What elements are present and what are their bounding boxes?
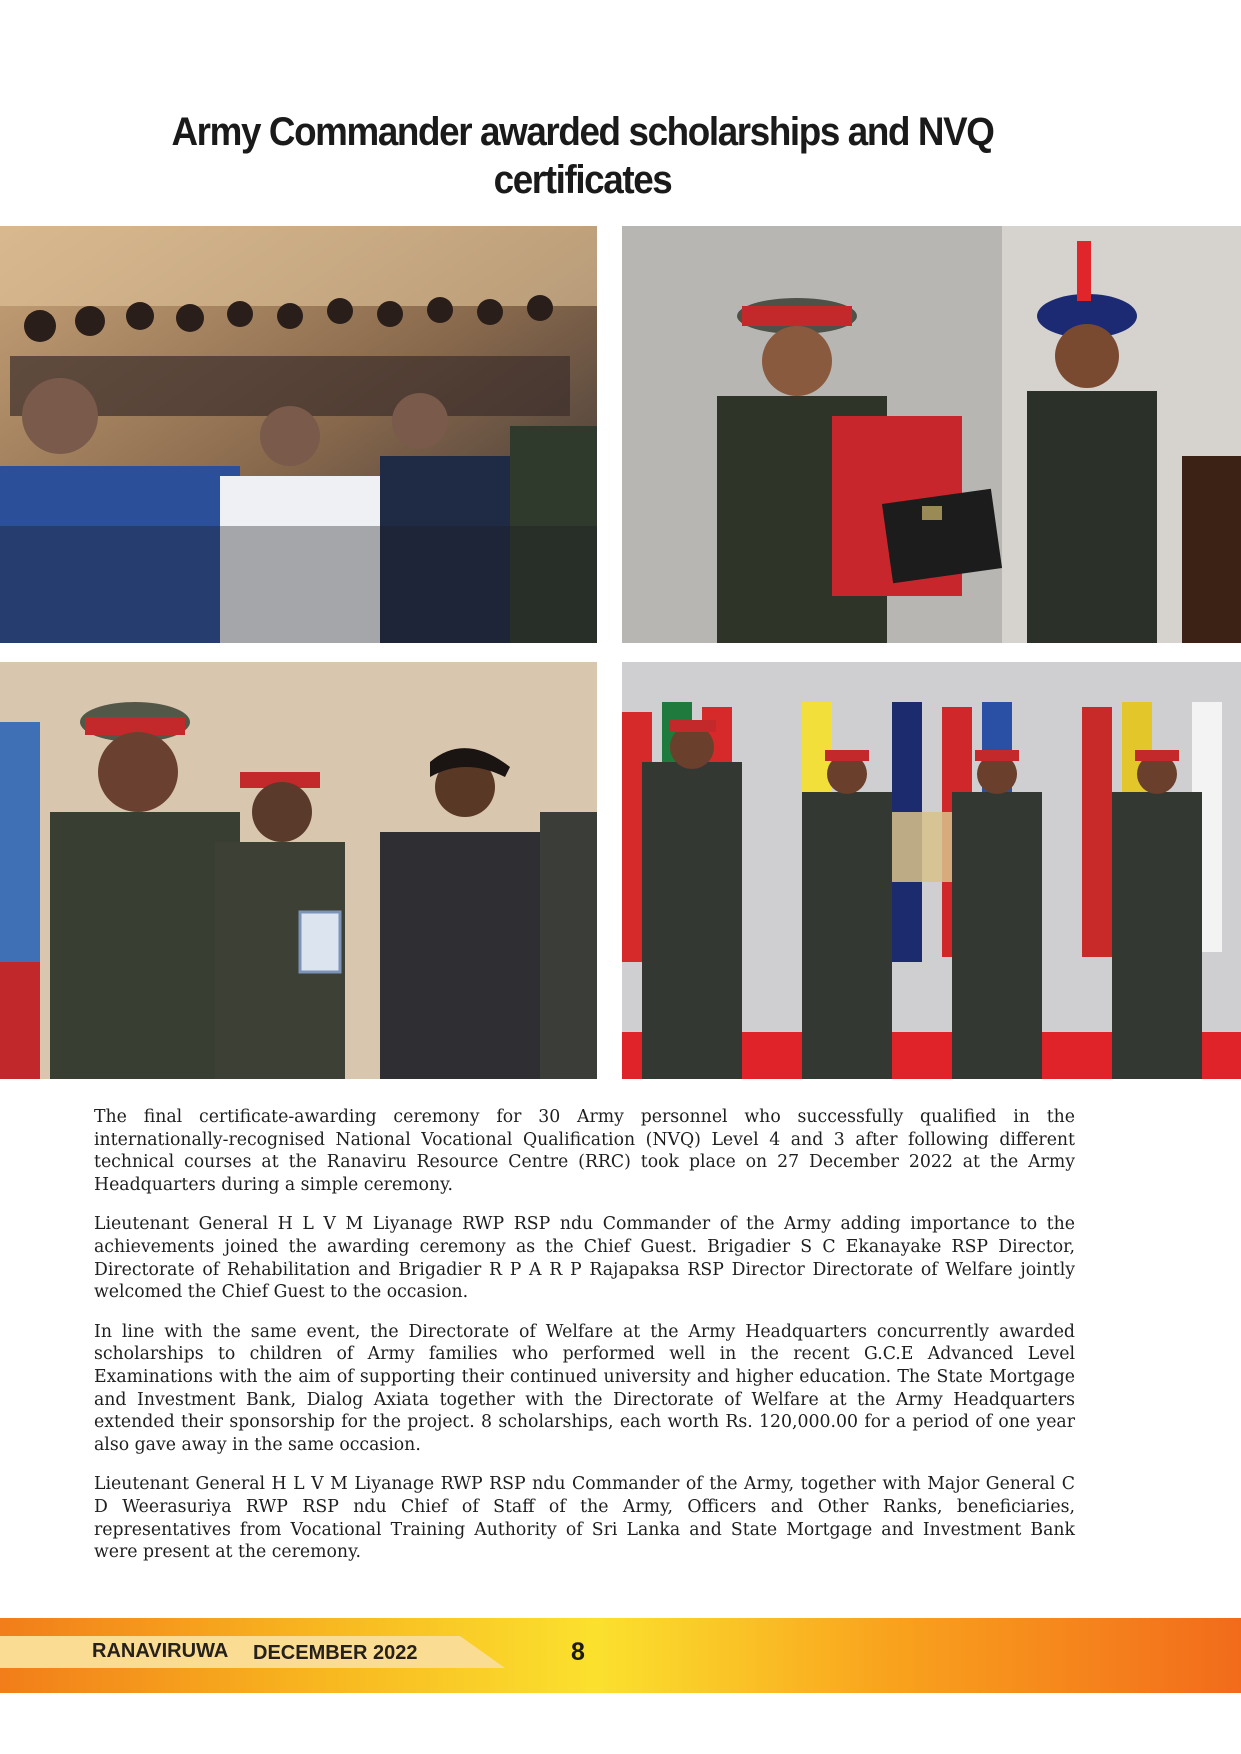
certificate-handover-photo — [622, 226, 1241, 643]
paragraph-2: Lieutenant General H L V M Liyanage RWP RSP ndu Commander of the Army adding importance to the achievements joined the awarding ceremony as the Chief Guest. Brigadier S C Ekanayake RSP Director, Directorate of Rehabilitation and Brigadier R P A R P Rajapaksa RSP Director Directorate of Welfare jointly welcomed the Chief Guest to the occasion. — [94, 1214, 1075, 1303]
paragraph-1: The final certificate-awarding ceremony for 30 Army personnel who successfully qualified in the internationally-recognised National Vocational Qualification (NVQ) Level 4 and 3 after following different technical courses at the Ranaviru Resource Centre (RRC) took place on 27 December 2022 at the Army Headquarters during a simple ceremony. — [94, 1107, 1075, 1195]
audience-photo — [0, 226, 597, 643]
page-number: 8 — [571, 1638, 585, 1666]
footer-brand: RANAVIRUWA — [92, 1640, 229, 1662]
page-title — [157, 108, 1008, 204]
paragraph-3: In line with the same event, the Directorate of Welfare at the Army Headquarters concurrently awarded scholarships to children of Army families who performed well in the recent G.C.E Advanced Level Examinations with the aim of supporting their continued university and higher education. The State Mortgage and Investment Bank, Dialog Axiata together with the Directorate of Welfare at the Army Headquarters extended their sponsorship for the project. 8 scholarships, each worth Rs. 120,000.00 for a period of one year also gave away in the same occasion. — [94, 1321, 1075, 1455]
title-line-2: certificates — [493, 158, 672, 202]
title-line-1: Army Commander awarded scholarships and NVQ — [171, 110, 994, 154]
paragraph-4: Lieutenant General H L V M Liyanage RWP RSP ndu Commander of the Army, together with Major General C D Weerasuriya RWP RSP ndu Chief of Staff of the Army, Officers and Other Ranks, beneficiaries, representatives from Vocational Training Authority of Sri Lanka and State Mortgage and Investment Bank were present at the ceremony. — [94, 1474, 1075, 1563]
article-body — [94, 1106, 1075, 1581]
memento-presentation-photo — [622, 662, 1241, 1079]
scholarship-handover-photo — [0, 662, 597, 1079]
footer-date: DECEMBER 2022 — [253, 1642, 418, 1664]
